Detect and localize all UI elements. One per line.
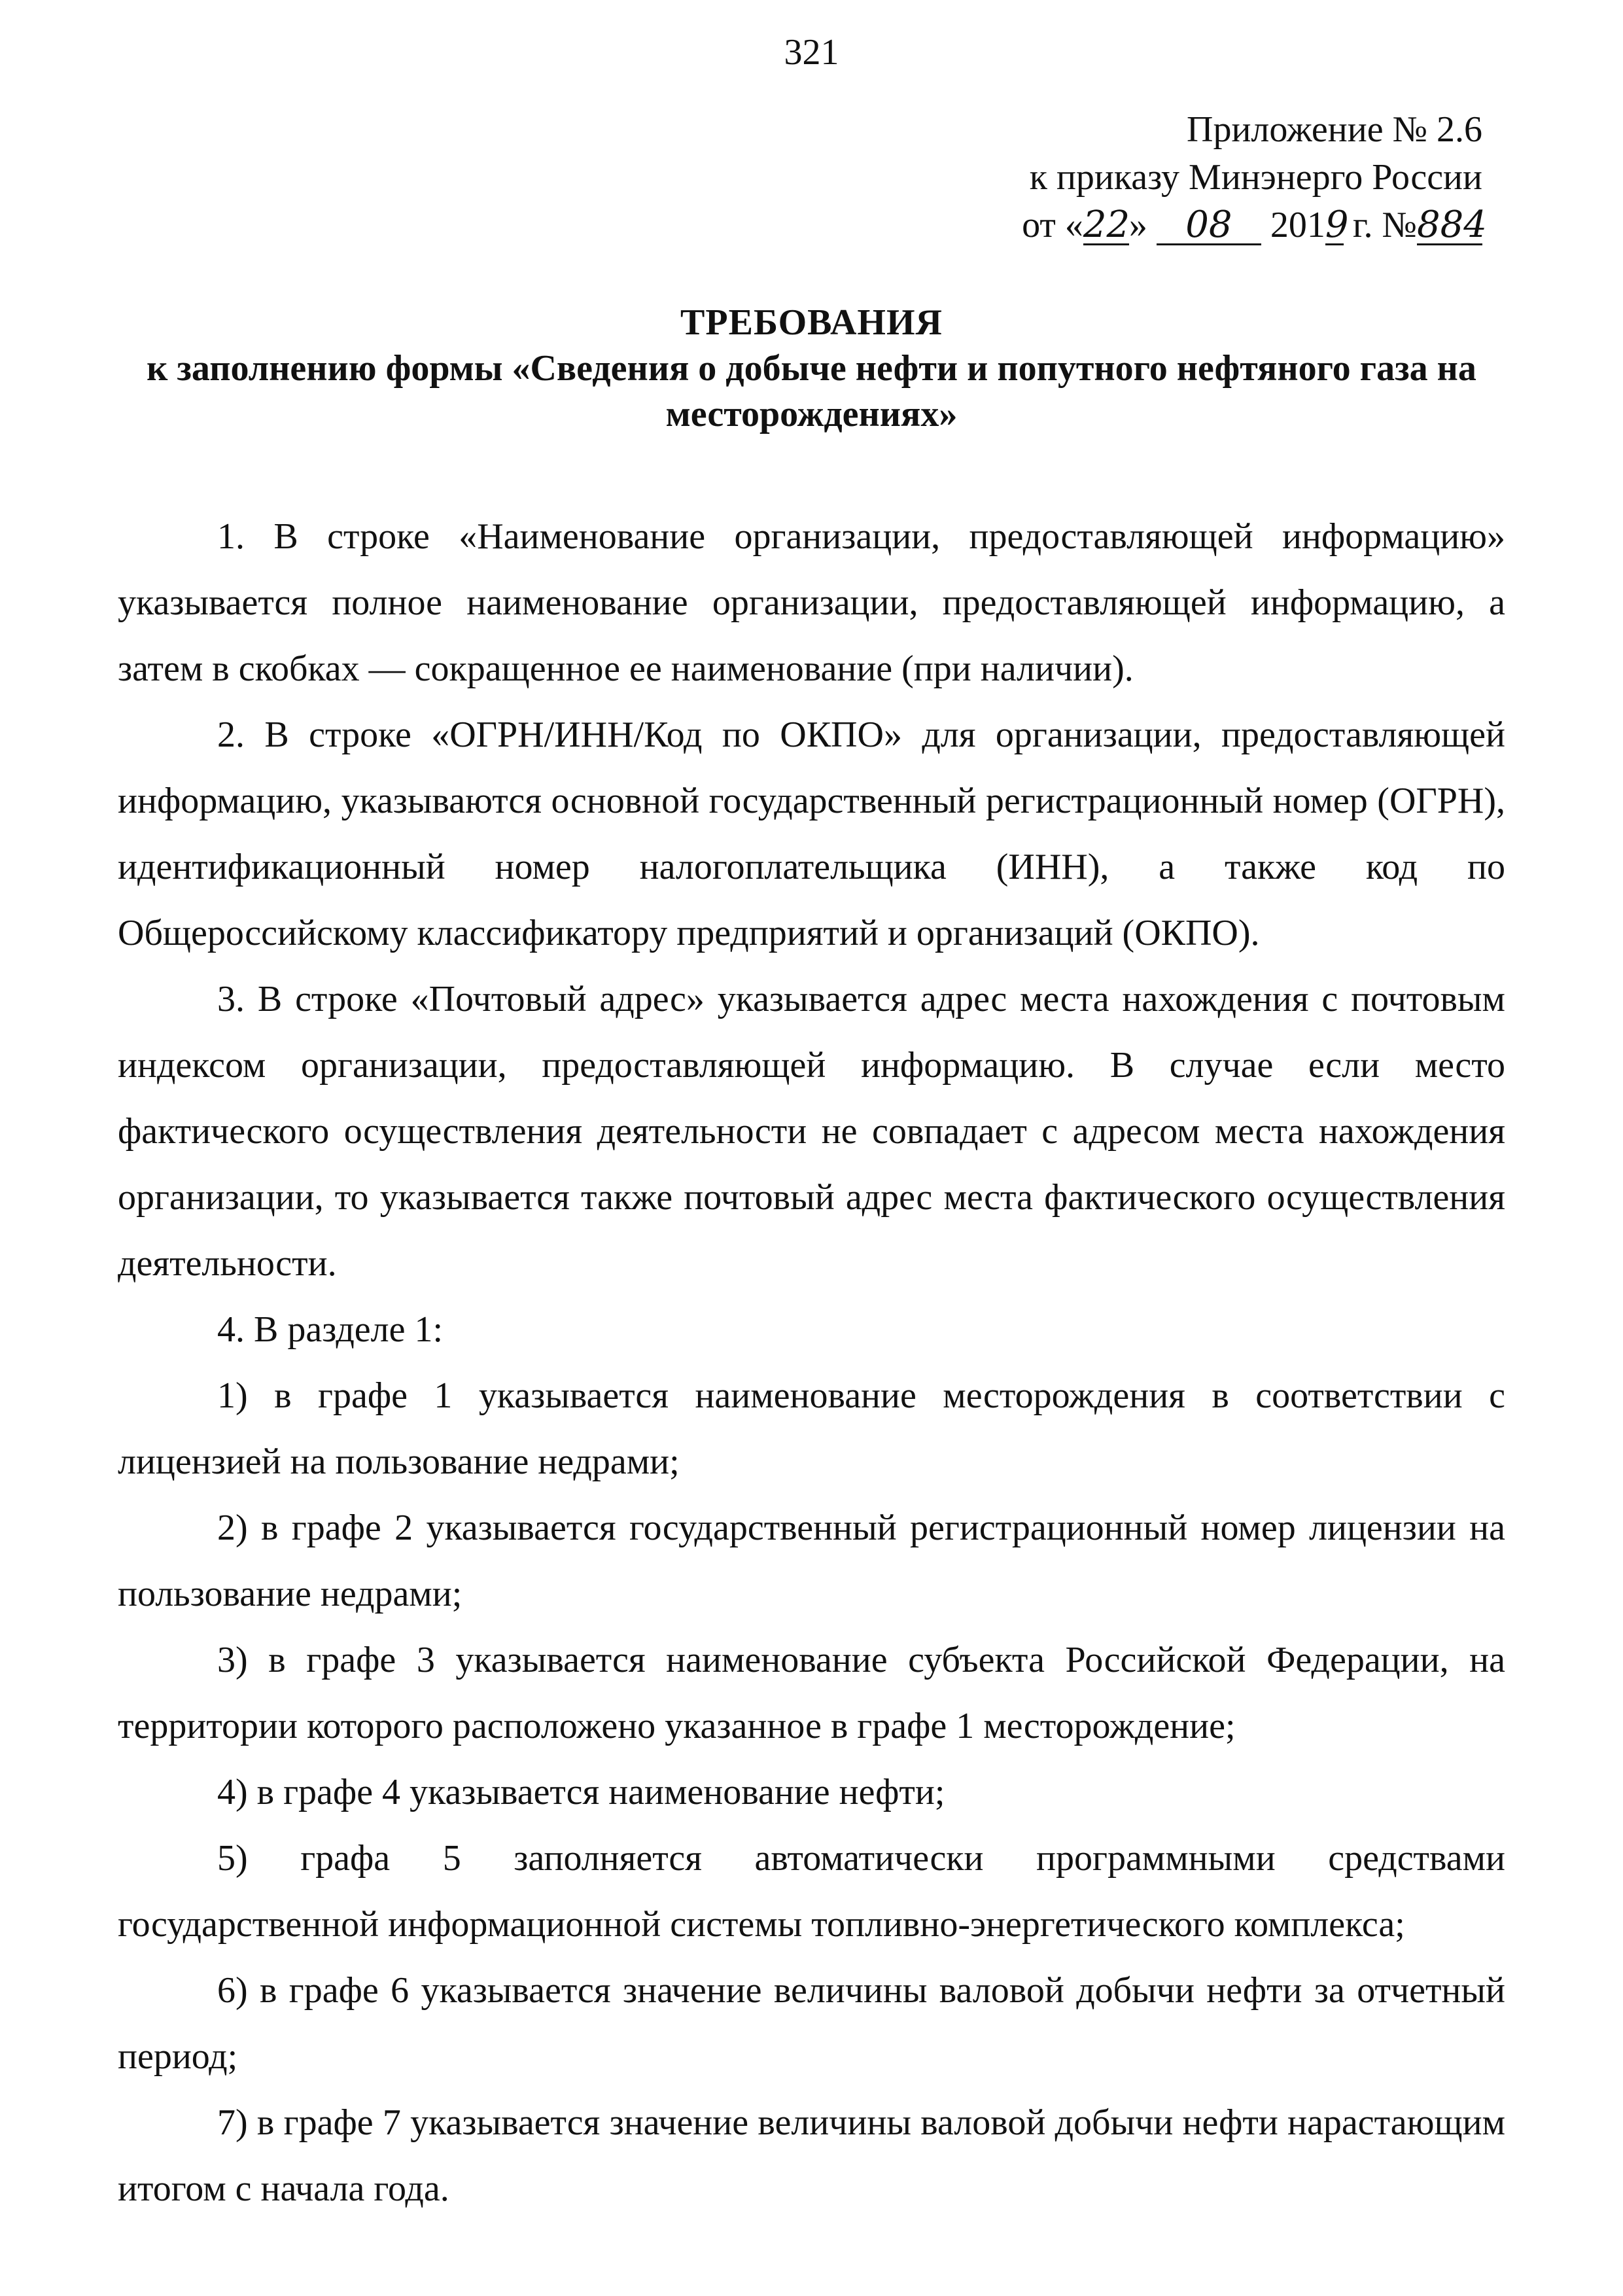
paragraph-4-item-5: 5) графа 5 заполняется автоматически программными средствами государственной информационной системы топливно-энергетического комплекса; bbox=[118, 1838, 1505, 1945]
paragraph-4-item-6: 6) в графе 6 указывается значение величины валовой добычи нефти за отчетный период; bbox=[118, 1970, 1505, 2077]
paragraph-2: 2. В строке «ОГРН/ИНН/Код по ОКПО» для организации, предоставляющей информацию, указываются основной государственный регистрационный номер (ОГРН), идентификационный номер налогоплательщика (ИНН), а также код по Общероссийскому классификатору предприятий и организаций (ОКПО). bbox=[118, 715, 1505, 953]
date-day-handwritten: 22 bbox=[1083, 203, 1130, 246]
document-title-block bbox=[118, 300, 1505, 437]
paragraph-4-item-7: 7) в графе 7 указывается значение величины валовой добычи нефти нарастающим итогом с начала года. bbox=[118, 2102, 1505, 2209]
paragraph-4-item-4: 4) в графе 4 указывается наименование нефти; bbox=[217, 1772, 945, 1812]
date-suffix: г. № bbox=[1343, 205, 1417, 245]
date-year-digit-handwritten: 9 bbox=[1325, 203, 1349, 246]
date-mid: » bbox=[1128, 205, 1147, 245]
document-subtitle: к заполнению формы «Сведения о добыче нефти и попутного нефтяного газа на месторождениях» bbox=[147, 348, 1476, 434]
document-body bbox=[118, 504, 1505, 2222]
appendix-date-line bbox=[894, 202, 1487, 249]
paragraph-4-item-3: 3) в графе 3 указывается наименование субъекта Российской Федерации, на территории которого расположено указанное в графе 1 месторождение; bbox=[118, 1640, 1505, 1746]
appendix-order-ref: к приказу Минэнерго России bbox=[1029, 157, 1482, 198]
paragraph-1: 1. В строке «Наименование организации, предоставляющей информацию» указывается полное наименование организации, предоставляющей информацию, а затем в скобках — сокращенное ее наименование (при наличии). bbox=[118, 516, 1505, 689]
date-prefix: от « bbox=[1022, 205, 1083, 245]
paragraph-4: 4. В разделе 1: bbox=[217, 1309, 444, 1350]
appendix-reference bbox=[894, 106, 1487, 249]
paragraph-4-item-1: 1) в графе 1 указывается наименование месторождения в соответствии с лицензией на пользование недрами; bbox=[118, 1375, 1505, 1482]
paragraph-4-item-2: 2) в графе 2 указывается государственный регистрационный номер лицензии на пользование недрами; bbox=[118, 1508, 1505, 1614]
date-month-handwritten: 08 bbox=[1157, 207, 1261, 245]
page-number: 321 bbox=[784, 32, 839, 73]
document-title: ТРЕБОВАНИЯ bbox=[680, 302, 943, 343]
paragraph-3: 3. В строке «Почтовый адрес» указывается адрес места нахождения с почтовым индексом организации, предоставляющей информацию. В случае если место фактического осуществления деятельности не совпадает с адресом места нахождения организации, то указывается также почтовый адрес места фактического осуществления деятельности. bbox=[118, 979, 1505, 1284]
order-number-handwritten: 884 bbox=[1417, 203, 1487, 246]
date-year-prefix: 201 bbox=[1270, 205, 1325, 245]
appendix-number: Приложение № 2.6 bbox=[1187, 109, 1482, 150]
